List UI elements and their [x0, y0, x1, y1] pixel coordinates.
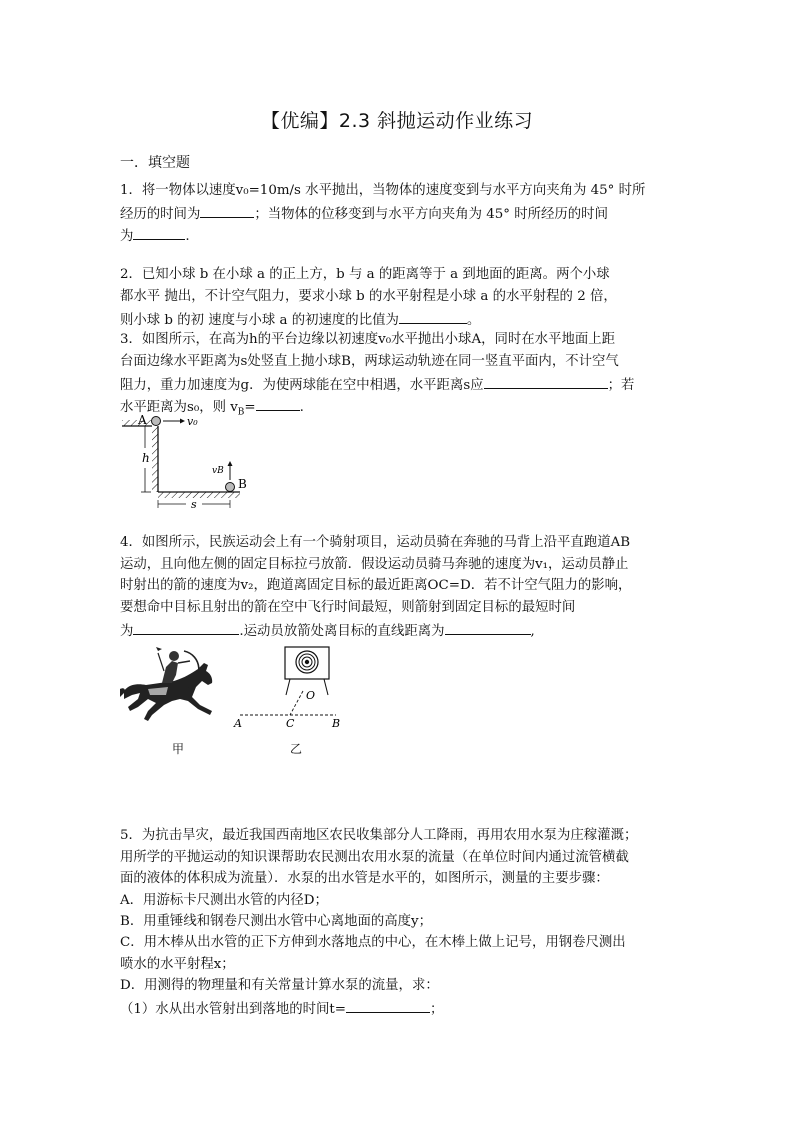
- q2-answer-blank[interactable]: [399, 309, 467, 324]
- q5-step-b: B．用重锤线和钢卷尺测出水管中心离地面的高度y；: [120, 914, 432, 929]
- q5-line-3: 面的液体的体积成为流量）．水泵的出水管是水平的，如图所示，测量的主要步骤：: [120, 871, 609, 886]
- q1-text: 为: [120, 229, 134, 244]
- q4-text: .运动员放箭处离目标的直线距离为: [239, 624, 445, 639]
- q4-line-2: 运动，且向他左侧的固定目标拉弓放箭．假设运动员骑马奔驰的速度为v₁，运动员静止: [120, 557, 629, 572]
- q2-line-1: 2．已知小球 b 在小球 a 的正上方，b 与 a 的距离等于 a 到地面的距离。两个小球: [120, 267, 610, 282]
- q3-answer-blank-1[interactable]: [484, 374, 608, 389]
- rider-icon: [162, 661, 178, 683]
- q1-line-3: [120, 225, 190, 247]
- section-heading: 一．填空题: [120, 155, 190, 171]
- q5-step-c-cont: 喷水的水平射程x；: [120, 957, 235, 972]
- q4-line-4: 要想命中目标且射出的箭在空中飞行时间最短，则箭射到固定目标的最短时间: [120, 600, 576, 615]
- q2-text: 。: [466, 313, 481, 328]
- q3-line-3: [120, 374, 634, 396]
- q3-text: .: [299, 400, 304, 415]
- label-b: B: [332, 717, 341, 730]
- q4-text: 为: [120, 624, 134, 639]
- q5-step-a: A．用游标卡尺测出水管的内径D；: [120, 893, 328, 908]
- q4-line-1: 4．如图所示，民族运动会上有一个骑射项目，运动员骑在奔驰的马背上沿平直跑道AB: [120, 535, 631, 550]
- target-diagram: [228, 645, 348, 735]
- q1-text: ；当物体的位移变到与水平方向夹角为 45° 时所经历的时间: [254, 207, 608, 222]
- q5-line-2: 用所学的平抛运动的知识课帮助农民测出农用水泵的流量（在单位时间内通过流管横截: [120, 850, 629, 865]
- label-o: O: [306, 689, 316, 702]
- q4-answer-blank-1[interactable]: [133, 620, 239, 635]
- q5-step-d: D．用测得的物理量和有关常量计算水泵的流量，求：: [120, 978, 439, 993]
- q5-line-1: 5．为抗击旱灾，最近我国西南地区农民收集部分人工降雨，再用农用水泵为庄稼灌溉；: [120, 828, 638, 843]
- ball-a: [152, 417, 161, 426]
- horse-archer-illustration: [118, 645, 220, 727]
- q1-line-1: 1．将一物体以速度v₀=10m/s 水平抛出，当物体的速度变到与水平方向夹角为 45° 时所: [120, 183, 646, 198]
- q4-answer-blank-2[interactable]: [445, 620, 531, 635]
- q4-line-5: [120, 620, 535, 642]
- caption-jia: 甲: [172, 742, 185, 756]
- q3-text: 阻力，重力加速度为g．为使两球能在空中相遇，水平距离s应: [120, 378, 484, 393]
- label-c: C: [286, 717, 295, 730]
- q4-text: ,: [530, 624, 535, 639]
- label-h: h: [142, 451, 150, 465]
- q3-subscript: B: [237, 407, 245, 418]
- q3-text: 水平距离为s₀，则 v: [120, 400, 238, 415]
- target-icon: [296, 651, 318, 673]
- label-vb: vB: [212, 466, 224, 476]
- label-a: A: [234, 717, 242, 730]
- label-b: B: [238, 477, 247, 491]
- label-v0: v₀: [187, 415, 198, 428]
- caption-yi: 乙: [290, 742, 303, 756]
- q1-text: .: [185, 229, 190, 244]
- label-s: s: [191, 498, 197, 510]
- q5-subquestion-1: [120, 998, 443, 1020]
- platform-hatch: [122, 420, 152, 426]
- q2-line-2: 都水平 抛出，不计空气阻力，要求小球 b 的水平射程是小球 a 的水平射程的 2 倍，: [120, 289, 617, 304]
- page-title: 【优编】2.3 斜抛运动作业练习: [260, 110, 534, 132]
- q1-answer-blank-2[interactable]: [133, 225, 185, 240]
- q5-text: （1）水从出水管射出到落地的时间t=: [120, 1002, 346, 1017]
- q3-text: ；若: [607, 378, 635, 393]
- q3-line-1: 3．如图所示，在高为h的平台边缘以初速度v₀水平抛出小球A，同时在水平地面上距: [120, 332, 616, 347]
- q1-answer-blank-1[interactable]: [200, 203, 254, 218]
- q1-line-2: [120, 203, 608, 225]
- q3-answer-blank-2[interactable]: [256, 396, 300, 411]
- label-a: A: [138, 413, 147, 427]
- q1-text: 经历的时间为: [120, 207, 201, 222]
- q3-line-2: 台面边缘水平距离为s处竖直上抛小球B，两球运动轨迹在同一竖直平面内，不计空气: [120, 354, 619, 369]
- q4-line-3: 时射出的箭的速度为v₂，跑道离固定目标的最近距离OC=D．若不计空气阻力的影响，: [120, 578, 632, 593]
- q2-line-3: [120, 309, 480, 331]
- q5-step-c: C．用木棒从出水管的正下方伸到水落地点的中心，在木棒上做上记号，用钢卷尺测出: [120, 935, 626, 950]
- wall-hatch: [152, 426, 158, 492]
- q2-text: 则小球 b 的初 速度与小球 a 的初速度的比值为: [120, 313, 399, 328]
- q5-answer-blank[interactable]: [346, 998, 430, 1013]
- ball-b: [226, 483, 235, 492]
- q5-text: ；: [429, 1002, 444, 1017]
- q3-text: =: [244, 400, 256, 415]
- ground-hatch: [158, 492, 240, 498]
